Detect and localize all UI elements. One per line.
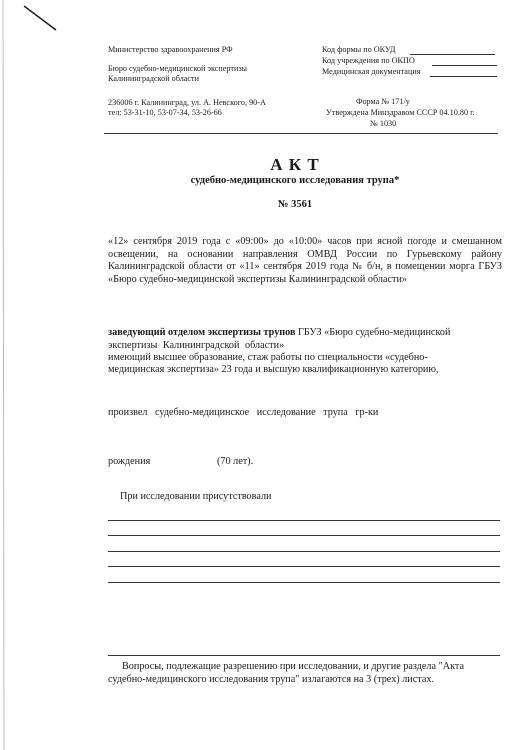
footer-divider (108, 655, 500, 656)
corner-fold-mark (22, 4, 62, 34)
bureau-name-line2: Калининградской области (108, 74, 200, 83)
birth-label: рождения (108, 456, 151, 467)
research-statement: произвел судебно-медицинское исследование трупа гр-ки (108, 407, 379, 418)
page-edge-shadow (0, 0, 8, 750)
document-number: № 3561 (277, 199, 313, 210)
bureau-name-line1: Бюро судебно-медицинской экспертизы (108, 64, 248, 73)
examination-conditions-paragraph: «12» сентября 2019 года с «09:00» до «10:00» часов при ясной погоде и смешанном освещении, на основании направления ОМВД России по Гурьевскому району Калининградской области от «11» сентября 2019 года № б/н, в помещении морга ГБУЗ «Бюро судебно-медицинской экспертизы Калининградской области» (108, 236, 502, 285)
footer-note-line-2: судебно-медицинского исследования трупа" излагаются на 3 (трех) листах. (108, 674, 435, 685)
expert-line-4: медицинская экспертиза» 23 года и высшую квалификационную категорию, (108, 364, 439, 375)
document-title: А К Т (270, 155, 320, 174)
present-line-1 (108, 520, 500, 521)
form-approval-number: № 1030 (370, 119, 397, 128)
expert-position: заведующий отделом экспертизы трупов (108, 327, 296, 338)
expert-organization: ГБУЗ «Бюро судебно-медицинской (298, 327, 451, 338)
ministry-name: Министерство здравоохранения РФ (108, 45, 233, 54)
okpo-code-label: Код учреждения по ОКПО (322, 56, 415, 65)
okud-code-label: Код формы по ОКУД (322, 45, 396, 54)
okpo-code-line (432, 65, 497, 66)
expert-line-1 (108, 327, 502, 340)
expert-line-3: имеющий высшее образование, стаж работы по специальности «судебно- (108, 352, 428, 363)
present-line-3 (108, 551, 500, 552)
footer-note-line-1: Вопросы, подлежащие разрешению при исследовании, и другие раздела "Акта (122, 661, 465, 672)
present-persons-label: При исследовании присутствовали (120, 491, 272, 502)
form-number: Форма № 171/у (356, 97, 410, 106)
header-divider (104, 133, 498, 134)
expert-line-2: экспертизы Калининградской области» (108, 340, 285, 351)
med-doc-label: Медицинская документация (322, 67, 421, 76)
deceased-age: (70 лет). (217, 456, 254, 467)
form-approval: Утверждена Минздравом СССР 04.10.80 г. (326, 108, 475, 117)
present-line-5 (108, 582, 500, 583)
document-subtitle: судебно-медицинского исследования трупа* (190, 175, 400, 186)
present-line-2 (108, 535, 500, 536)
med-doc-line (430, 76, 497, 77)
present-line-4 (108, 566, 500, 567)
okud-code-line (410, 54, 495, 55)
bureau-phones: тел: 53-31-10, 53-07-34, 53-26-66 (108, 108, 222, 117)
bureau-address: 236006 г. Калининград, ул. А. Невского, 90-А (108, 98, 266, 107)
